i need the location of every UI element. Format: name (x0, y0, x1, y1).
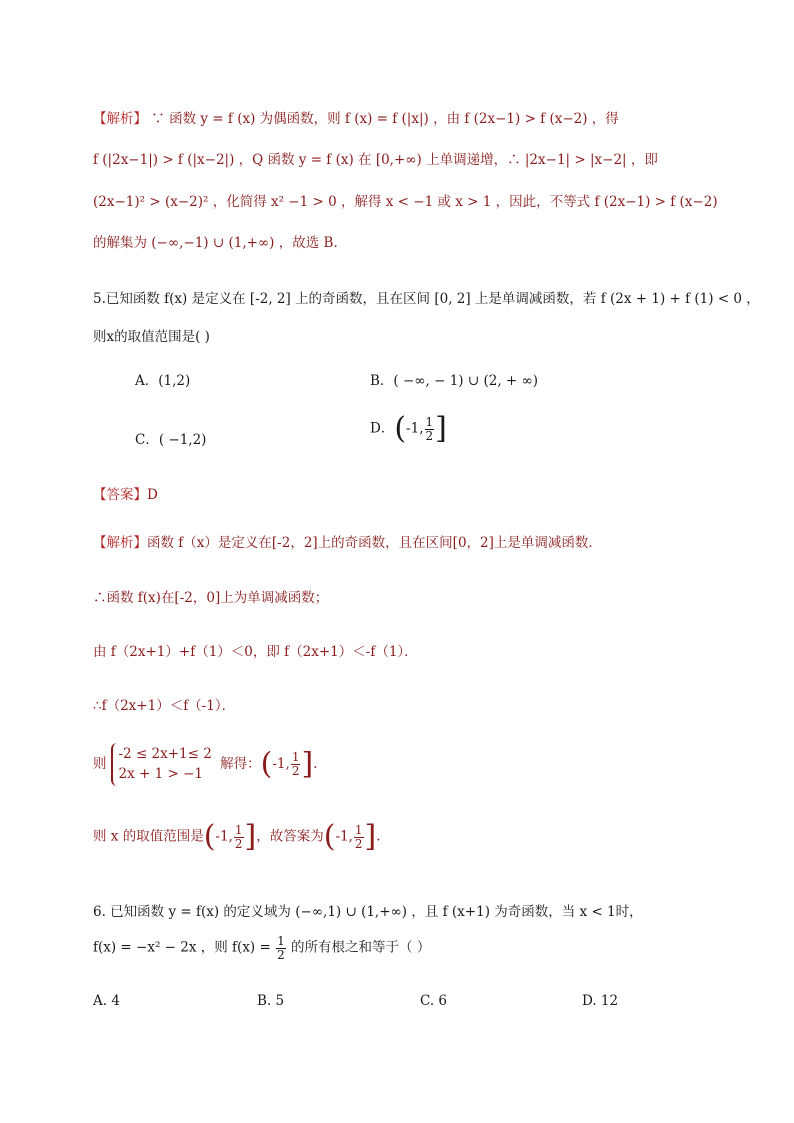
analysis-tag: 【解析】 (93, 535, 147, 551)
q4-analysis-line4: 的解集为 (−∞,−1) ∪ (1,+∞) ，故选 B. (93, 235, 338, 251)
q5-analysis-line1 (93, 531, 602, 551)
fraction: $\frac{1}{2}$ (291, 750, 300, 778)
q6-option-a: A. 4 (93, 993, 120, 1009)
q5-analysis-line3: 由 f（2x+1）+f（1）＜0，即 f（2x+1）＜-f（1）． (93, 644, 418, 660)
q6-line2-prefix: f(x) = −x² − 2x ，则 f(x) = (93, 939, 271, 956)
q5-stem-line2: 则x的取值范围是( ) (93, 329, 210, 345)
q5-analysis-line6: 则 x 的取值范围是(-1, $\frac{1}{2}$ ]，故答案为(-1, $\frac{1}{2}$ ]. (93, 819, 381, 854)
q5-option-a: A．(1,2) (135, 373, 191, 389)
q5-option-d-left: -1, (406, 420, 424, 437)
q4-analysis-line2: f (|2x−1|) > f (|x−2|) ，Q 函数 y = f (x) 在 [0,+∞) 上单调递增，∴ |2x−1| > |x−2| ，即 (93, 152, 658, 168)
q5-option-c: C．( −1,2) (135, 432, 207, 448)
q6-option-b: B. 5 (257, 993, 285, 1009)
q4-analysis-text1: ∵ 函数 y = f (x) 为偶函数，则 f (x) = f (|x|) ，由 f (2x−1) > f (x−2) ，得 (151, 111, 619, 127)
q6-line2-suffix: 的所有根之和等于（ ） (291, 939, 431, 956)
q6-option-c: C. 6 (420, 993, 448, 1009)
q5-option-b: B．( −∞, − 1) ∪ (2, + ∞) (370, 373, 539, 389)
q5-line6-prefix: 则 x 的取值范围是 (93, 828, 204, 845)
q5-option-d-label: D． (370, 420, 395, 437)
fraction: $\frac{1}{2}$ (354, 822, 363, 851)
q4-analysis-line1 (93, 107, 619, 127)
q5-line5-solve: 解得： (220, 755, 261, 772)
q5-line5-prefix: 则 (93, 755, 107, 772)
q4-analysis-line3: (2x−1)² > (x−2)² ，化简得 x² −1 > 0 ，解得 x < −1 或 x > 1 ，因此，不等式 f (2x−1) > f (x−2) (93, 194, 718, 210)
answer-value: D (147, 487, 158, 503)
q5-analysis-text1: 函数 f（x）是定义在[-2，2]上的奇函数，且在区间[0，2]上是单调减函数． (147, 535, 602, 551)
q5-analysis-line5: 则 -2 ≤ 2x+1≤ 2 2x + 1 > −1 解得：(-1, $\frac{1}{2}$ ]. (93, 743, 317, 786)
q5-answer-line (93, 483, 158, 503)
fraction: $\frac{1}{2}$ (234, 822, 243, 851)
q6-stem-line1: 6. 已知函数 y = f(x) 的定义域为 (−∞,1) ∪ (1,+∞) ，且 f (x+1) 为奇函数，当 x < 1时， (93, 904, 643, 920)
q5-line6-middle: ，故答案为 (256, 828, 324, 845)
q5-analysis-line2: ∴函数 f(x)在[-2，0]上为单调减函数； (93, 590, 329, 606)
q6-stem-line2 (93, 935, 430, 961)
q5-analysis-line4: ∴f（2x+1）＜f（-1）． (93, 698, 236, 714)
fraction: $\frac{1}{2}$ (425, 414, 434, 443)
fraction: $\frac{1}{2}$ (277, 934, 285, 962)
q5-option-d: D．(-1, $\frac{1}{2}$ ] (370, 411, 447, 446)
q6-option-d: D. 12 (582, 993, 619, 1009)
answer-tag: 【答案】 (93, 487, 147, 503)
analysis-tag: 【解析】 (93, 111, 147, 127)
inequality-system: -2 ≤ 2x+1≤ 2 2x + 1 > −1 (111, 743, 212, 786)
q5-stem-line1: 5.已知函数 f(x) 是定义在 [-2, 2] 上的奇函数，且在区间 [0, 2] 上是单调减函数，若 f (2x + 1) + f (1) < 0 ， (93, 291, 760, 307)
